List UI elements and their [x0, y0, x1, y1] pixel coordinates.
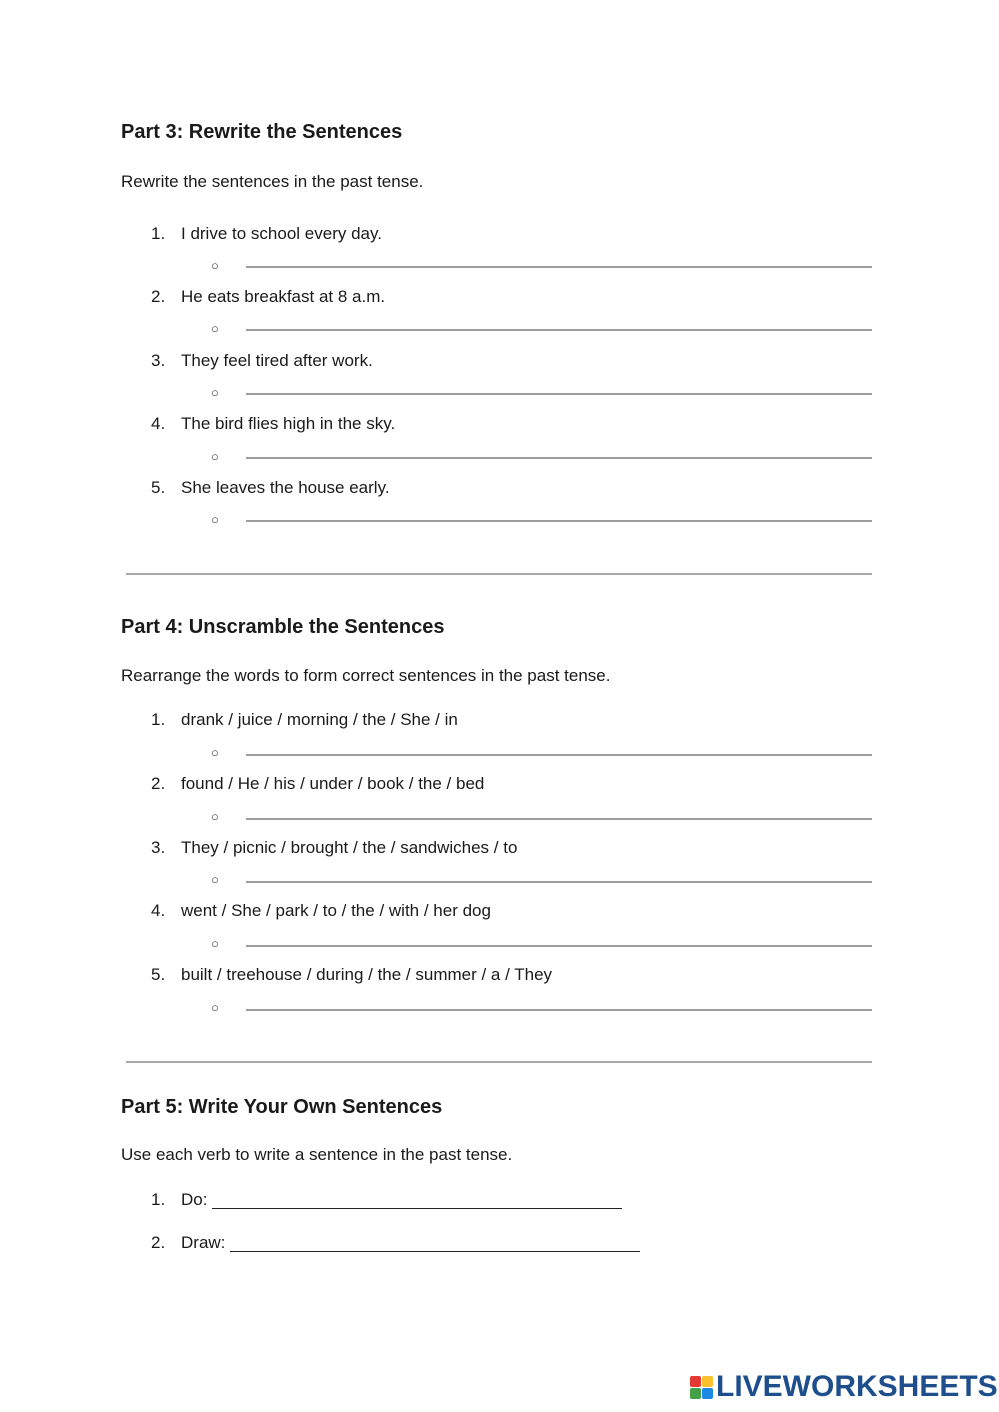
item-number: 2.: [151, 1233, 166, 1252]
part3-answer-line-1[interactable]: [246, 266, 872, 268]
circle-bullet-icon: ○: [211, 1000, 219, 1015]
part3-item-5: [151, 478, 390, 498]
part4-item-5: [151, 965, 552, 985]
section-divider: [126, 1061, 872, 1063]
section-divider: [126, 573, 872, 575]
part3-answer-line-5[interactable]: [246, 520, 872, 522]
part3-item-1: [151, 224, 382, 244]
part3-answer-line-4[interactable]: [246, 457, 872, 459]
item-number: 1.: [151, 224, 166, 243]
part4-answer-line-2[interactable]: [246, 818, 872, 820]
answer-blank[interactable]: [230, 1233, 640, 1252]
part3-item-3: [151, 351, 373, 371]
item-number: 1.: [151, 1190, 166, 1209]
circle-bullet-icon: ○: [211, 258, 219, 273]
circle-bullet-icon: ○: [211, 449, 219, 464]
part3-answer-line-3[interactable]: [246, 393, 872, 395]
item-text: Draw:: [181, 1233, 226, 1252]
logo-tile-yellow: [702, 1376, 713, 1387]
part4-item-1: [151, 710, 458, 730]
liveworksheets-logo: [690, 1370, 998, 1404]
circle-bullet-icon: ○: [211, 321, 219, 336]
part4-item-4: [151, 901, 491, 921]
item-text: She leaves the house early.: [181, 478, 390, 497]
item-text: Do:: [181, 1190, 208, 1209]
item-text: The bird flies high in the sky.: [181, 414, 396, 433]
circle-bullet-icon: ○: [211, 809, 219, 824]
item-number: 3.: [151, 838, 166, 857]
part3-title: Part 3: Rewrite the Sentences: [121, 121, 403, 143]
item-number: 2.: [151, 287, 166, 306]
item-text: went / She / park / to / the / with / her dog: [181, 901, 491, 920]
logo-tiles-icon: [690, 1376, 713, 1399]
item-text: drank / juice / morning / the / She / in: [181, 710, 458, 729]
part5-instruction: Use each verb to write a sentence in the past tense.: [121, 1145, 513, 1164]
part3-item-2: [151, 287, 385, 307]
logo-text: LIVEWORKSHEETS: [716, 1370, 998, 1403]
item-number: 5.: [151, 965, 166, 984]
answer-blank[interactable]: [212, 1190, 622, 1209]
item-number: 5.: [151, 478, 166, 497]
item-text: He eats breakfast at 8 a.m.: [181, 287, 386, 306]
circle-bullet-icon: ○: [211, 936, 219, 951]
part4-answer-line-4[interactable]: [246, 945, 872, 947]
part4-instruction: Rearrange the words to form correct sentences in the past tense.: [121, 666, 611, 685]
item-number: 3.: [151, 351, 166, 370]
item-number: 4.: [151, 414, 166, 433]
logo-tile-red: [690, 1376, 701, 1387]
part4-item-3: [151, 838, 517, 858]
part5-title: Part 5: Write Your Own Sentences: [121, 1096, 443, 1118]
item-number: 1.: [151, 710, 166, 729]
part3-instruction: Rewrite the sentences in the past tense.: [121, 172, 424, 191]
part4-title: Part 4: Unscramble the Sentences: [121, 616, 445, 638]
circle-bullet-icon: ○: [211, 385, 219, 400]
item-text: built / treehouse / during / the / summer / a / They: [181, 965, 553, 984]
part5-item-2: [151, 1233, 640, 1253]
part4-answer-line-1[interactable]: [246, 754, 872, 756]
item-text: found / He / his / under / book / the / bed: [181, 774, 485, 793]
part4-item-2: [151, 774, 484, 794]
item-number: 4.: [151, 901, 166, 920]
part4-answer-line-3[interactable]: [246, 881, 872, 883]
circle-bullet-icon: ○: [211, 872, 219, 887]
item-number: 2.: [151, 774, 166, 793]
item-text: They / picnic / brought / the / sandwiches / to: [181, 838, 518, 857]
logo-tile-blue: [702, 1388, 713, 1399]
part3-item-4: [151, 414, 395, 434]
part4-answer-line-5[interactable]: [246, 1009, 872, 1011]
circle-bullet-icon: ○: [211, 512, 219, 527]
item-text: I drive to school every day.: [181, 224, 382, 243]
part3-answer-line-2[interactable]: [246, 329, 872, 331]
item-text: They feel tired after work.: [181, 351, 373, 370]
part5-item-1: [151, 1190, 622, 1210]
circle-bullet-icon: ○: [211, 745, 219, 760]
logo-tile-green: [690, 1388, 701, 1399]
